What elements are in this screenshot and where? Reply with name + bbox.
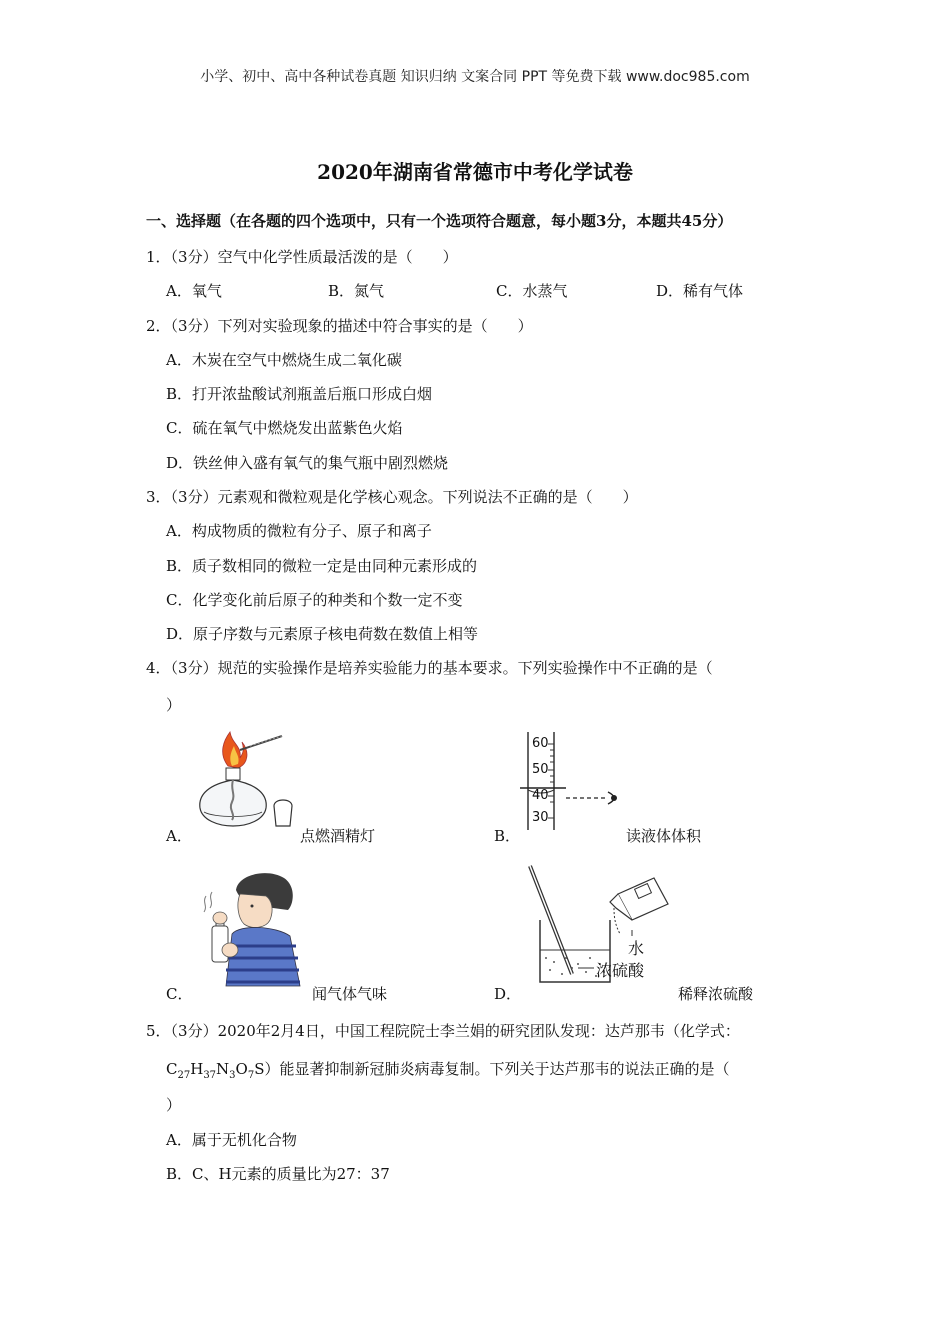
smelling-gas-figure [196,868,312,988]
q4-option-a-caption: 点燃酒精灯 [300,827,376,845]
question-4-stem-line1: 4．（3分）规范的实验操作是培养实验能力的基本要求。下列实验操作中不正确的是（ [146,659,713,677]
q2-option-a: A．木炭在空气中燃烧生成二氧化碳 [166,351,402,369]
question-5-stem-line2 [166,1058,730,1081]
cylinder-tick-50: 50 [532,762,549,777]
q2-option-c: C．硫在氧气中燃烧发出蓝紫色火焰 [166,419,403,437]
formula-h-sub: 37 [203,1070,217,1081]
page-title: 2020年湖南省常德市中考化学试卷 [317,160,633,184]
water-label: 水 [628,939,645,958]
formula-s: S [254,1060,265,1078]
acid-label: 浓硫酸 [596,961,645,980]
question-1-stem: 1．（3分）空气中化学性质最活泼的是（ ） [146,248,458,266]
formula-n: N [216,1060,230,1078]
q4-option-d-letter: D． [494,985,522,1003]
formula-n-sub: 3 [229,1070,236,1081]
q4-option-c-letter: C． [166,985,193,1003]
page-header: 小学、初中、高中各种试卷真题 知识归纳 文案合同 PPT 等免费下载 www.doc985.com [200,69,750,85]
formula-h: H [190,1060,204,1078]
cylinder-tick-60: 60 [532,736,549,751]
formula-c: C [166,1060,178,1078]
cylinder-tick-30: 30 [532,810,549,825]
q1-option-a: A．氧气 [166,282,222,300]
cylinder-tick-40: 40 [532,788,549,803]
question-5-stem-line3: ） [166,1096,182,1114]
question-2-stem: 2．（3分）下列对实验现象的描述中符合事实的是（ ） [146,317,533,335]
question-4-stem-line2: ） [166,696,182,714]
question-3-stem: 3．（3分）元素观和微粒观是化学核心观念。下列说法不正确的是（ ） [146,488,638,506]
q1-option-d: D．稀有气体 [656,282,744,300]
q4-option-b-caption: 读液体体积 [626,827,702,845]
q3-option-a: A．构成物质的微粒有分子、原子和离子 [166,522,432,540]
formula-o: O [235,1060,248,1078]
question-5-stem-line1: 5．（3分）2020年2月4日，中国工程院院士李兰娟的研究团队发现：达芦那韦（化学式： [146,1022,740,1040]
q4-option-b-letter: B． [494,827,521,845]
q3-option-c: C．化学变化前后原子的种类和个数一定不变 [166,591,463,609]
alcohol-lamp-figure [190,728,310,838]
q5-option-b: B．C、H元素的质量比为27：37 [166,1165,390,1183]
q3-option-b: B．质子数相同的微粒一定是由同种元素形成的 [166,557,478,575]
q2-option-d: D．铁丝伸入盛有氧气的集气瓶中剧烈燃烧 [166,454,449,472]
formula-o-sub: 7 [247,1070,255,1081]
q3-option-d: D．原子序数与元素原子核电荷数在数值上相等 [166,625,479,643]
q4-option-a-letter: A． [166,827,192,845]
question-5-stem-rest: ）能显著抑制新冠肺炎病毒复制。下列关于达芦那韦的说法正确的是（ [264,1060,730,1078]
q1-option-c: C．水蒸气 [496,282,568,300]
q4-option-d-caption: 稀释浓硫酸 [678,985,754,1003]
q2-option-b: B．打开浓盐酸试剂瓶盖后瓶口形成白烟 [166,385,433,403]
q4-option-c-caption: 闻气体气味 [312,985,388,1003]
section-heading: 一、选择题（在各题的四个选项中，只有一个选项符合题意，每小题3分，本题共45分） [146,212,733,230]
formula-c-sub: 27 [177,1070,191,1081]
q1-option-b: B．氮气 [328,282,385,300]
q5-option-a: A．属于无机化合物 [166,1131,297,1149]
